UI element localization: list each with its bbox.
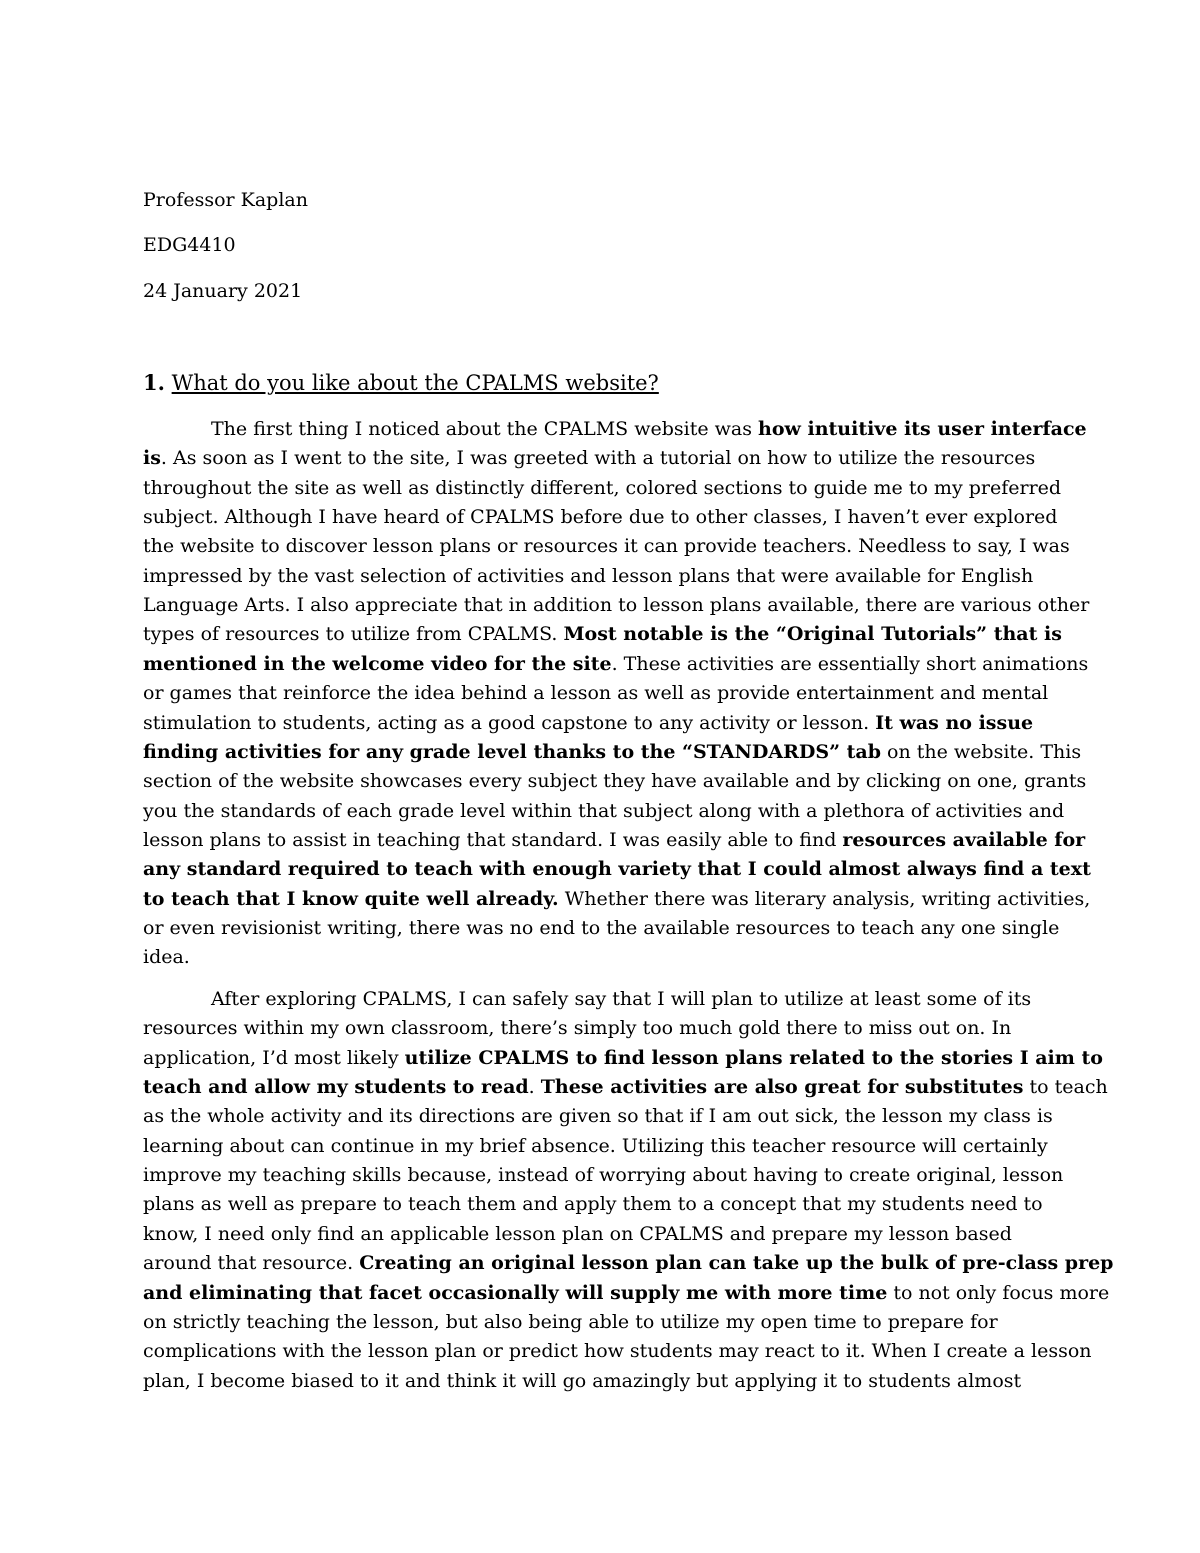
body-text: plan, I become biased to it and think it will go amazingly but applying it to students almost xyxy=(143,1369,1022,1392)
bold-text: and eliminating that facet occasionally will supply me with more time xyxy=(143,1281,888,1304)
body-text: idea. xyxy=(143,946,190,969)
text-line xyxy=(143,1220,1012,1249)
text-line xyxy=(211,415,1087,444)
text-line xyxy=(143,620,1062,649)
text-line xyxy=(143,679,1048,708)
body-text: . These activities are essentially short animations xyxy=(611,652,1089,675)
text-line xyxy=(143,914,1059,943)
bold-text: Creating an original lesson plan can take up the bulk of pre-class prep xyxy=(359,1252,1114,1275)
body-text: types of resources to utilize from CPALMS. xyxy=(143,623,564,646)
text-line xyxy=(143,1161,1063,1190)
text-line xyxy=(143,855,1091,884)
body-text: improve my teaching skills because, instead of worrying about having to create original, lesson xyxy=(143,1164,1064,1187)
bold-text: teach and allow my students to read xyxy=(143,1076,529,1099)
body-text: learning about can continue in my brief absence. Utilizing this teacher resource will certainly xyxy=(143,1134,1048,1157)
text-line xyxy=(143,1337,1092,1366)
text-line xyxy=(143,1102,1053,1131)
body-text: on the website. This xyxy=(881,740,1082,763)
text-line xyxy=(143,1132,1048,1161)
question-number: 1. xyxy=(143,370,165,395)
text-line xyxy=(143,1279,1109,1308)
text-line xyxy=(143,1308,998,1337)
body-text: complications with the lesson plan or predict how students may react to it. When I create a lesson xyxy=(143,1340,1092,1363)
body-text: section of the website showcases every subject they have available and by clicking on one, grants xyxy=(143,770,1087,793)
body-text: or even revisionist writing, there was no end to the available resources to teach any one single xyxy=(143,916,1060,939)
body-text: to not only focus more xyxy=(887,1281,1110,1304)
body-text: . As soon as I went to the site, I was greeted with a tutorial on how to utilize the resources xyxy=(160,447,1036,470)
body-text: on strictly teaching the lesson, but also being able to utilize my open time to prepare for xyxy=(143,1310,998,1333)
bold-text: mentioned in the welcome video for the site xyxy=(143,652,612,675)
text-line xyxy=(143,709,1033,738)
text-line xyxy=(143,444,1035,473)
bold-text: finding activities for any grade level thanks to the “STANDARDS” tab xyxy=(143,740,882,763)
bold-text: It was no issue xyxy=(875,711,1034,734)
text-line xyxy=(143,532,1070,561)
body-text: subject. Although I have heard of CPALMS before due to other classes, I haven’t ever explored xyxy=(143,506,1058,529)
body-text: as the whole activity and its directions are given so that if I am out sick, the lesson my class is xyxy=(143,1105,1053,1128)
bold-text: any standard required to teach with enough variety that I could almost always find a text xyxy=(143,858,1091,881)
bold-text: resources available for xyxy=(842,828,1086,851)
body-text: you the standards of each grade level within that subject along with a plethora of activities and xyxy=(143,799,1065,822)
text-line xyxy=(143,738,1081,767)
text-line xyxy=(211,985,1031,1014)
text-line xyxy=(143,1249,1113,1278)
text-line xyxy=(143,562,1033,591)
bold-text: to teach that I know quite well already. xyxy=(143,887,559,910)
body-text: or games that reinforce the idea behind a lesson as well as provide entertainment and mental xyxy=(143,682,1049,705)
text-line xyxy=(143,797,1064,826)
body-text: around that resource. xyxy=(143,1252,360,1275)
body-text: Whether there was literary analysis, writing activities, xyxy=(558,887,1091,910)
body-text: The first thing I noticed about the CPALMS website was xyxy=(211,418,759,440)
professor-name: Professor Kaplan xyxy=(143,189,308,211)
bold-text: Most notable is the “Original Tutorials” that is xyxy=(563,623,1062,646)
body-text: the website to discover lesson plans or resources it can provide teachers. Needless to say, I was xyxy=(143,535,1070,558)
question-heading xyxy=(143,370,659,396)
body-text: After exploring CPALMS, I can safely say that I will plan to utilize at least some of its xyxy=(211,988,1032,1010)
text-line xyxy=(143,650,1088,679)
course-code: EDG4410 xyxy=(143,234,236,256)
question-text: What do you like about the CPALMS website? xyxy=(171,371,659,395)
body-text: to teach xyxy=(1023,1076,1108,1099)
text-line xyxy=(143,826,1085,855)
text-line xyxy=(143,1190,1043,1219)
body-text: resources within my own classroom, there’s simply too much gold there to miss out on. In xyxy=(143,1017,1012,1040)
body-text: throughout the site as well as distinctly different, colored sections to guide me to my preferred xyxy=(143,476,1062,499)
body-text: impressed by the vast selection of activities and lesson plans that were available for English xyxy=(143,564,1034,587)
text-line xyxy=(143,1014,1011,1043)
body-text: lesson plans to assist in teaching that standard. I was easily able to find xyxy=(143,828,843,851)
body-text: . xyxy=(528,1076,541,1099)
body-text: know, I need only find an applicable lesson plan on CPALMS and prepare my lesson based xyxy=(143,1222,1012,1245)
body-text: application, I’d most likely xyxy=(143,1046,405,1069)
text-line xyxy=(143,1073,1108,1102)
body-text: plans as well as prepare to teach them and apply them to a concept that my students need to xyxy=(143,1193,1043,1216)
text-line xyxy=(143,943,190,972)
text-line xyxy=(143,1044,1103,1073)
bold-text: These activities are also great for substitutes xyxy=(540,1076,1024,1099)
bold-text: utilize CPALMS to find lesson plans related to the stories I aim to xyxy=(404,1046,1103,1069)
text-line xyxy=(143,591,1089,620)
body-text: Language Arts. I also appreciate that in addition to lesson plans available, there are various other xyxy=(143,594,1090,617)
text-line xyxy=(143,885,1090,914)
body-text: stimulation to students, acting as a good capstone to any activity or lesson. xyxy=(143,711,876,734)
text-line xyxy=(143,1367,1021,1396)
document-date: 24 January 2021 xyxy=(143,280,303,302)
text-line xyxy=(143,503,1057,532)
bold-text: how intuitive its user interface xyxy=(758,418,1087,440)
text-line xyxy=(143,474,1061,503)
bold-text: is xyxy=(143,447,161,470)
text-line xyxy=(143,767,1086,796)
